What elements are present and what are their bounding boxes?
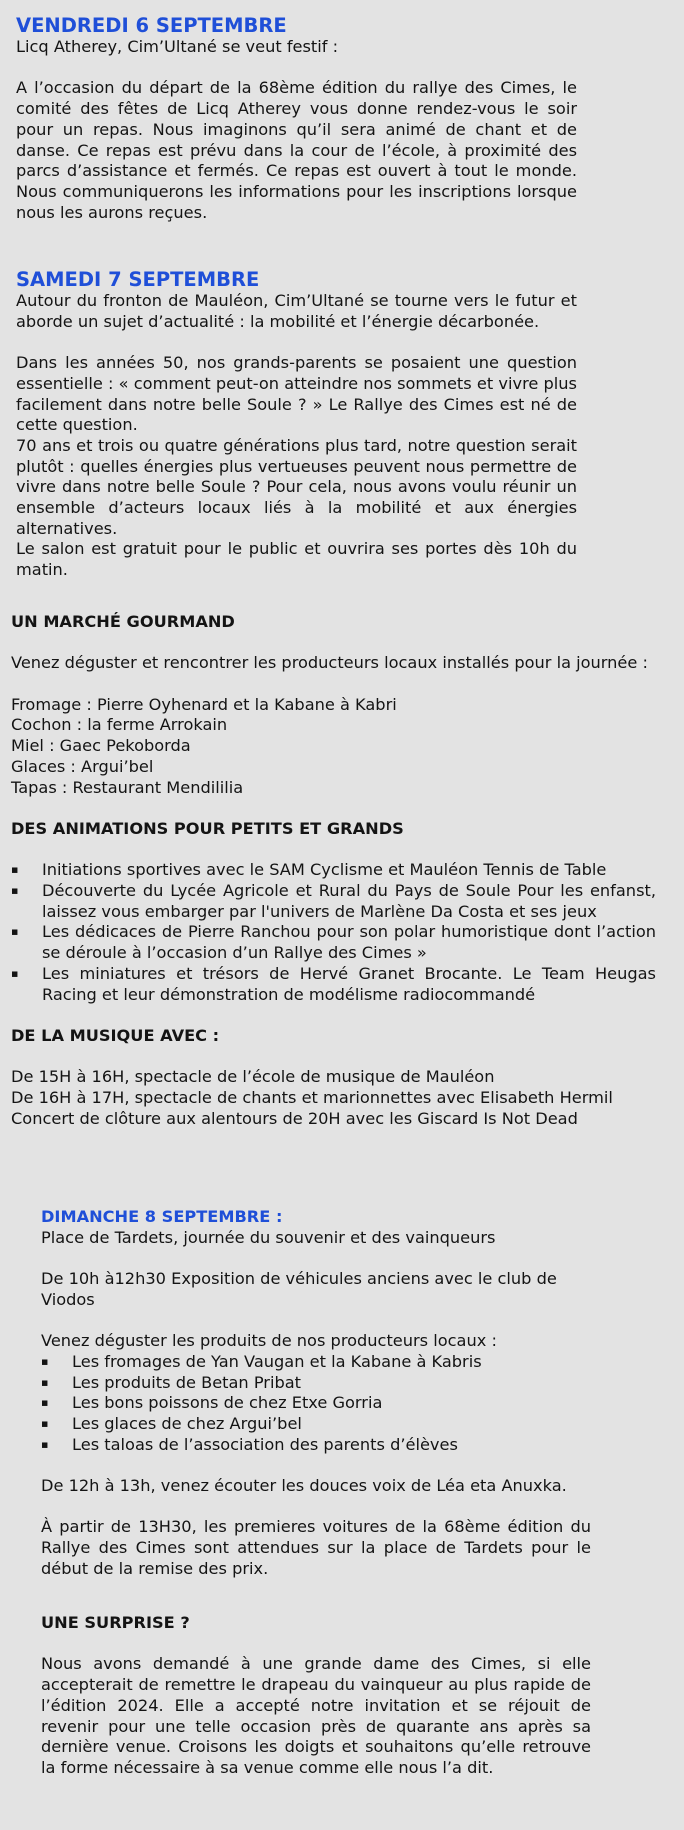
sunday-producer-item: ▪ Les produits de Betan Pribat (41, 1373, 591, 1394)
friday-subtitle: Licq Atherey, Cim’Ultané se veut festif : (16, 37, 339, 56)
music-line: De 15H à 16H, spectacle de l’école de musique de Mauléon (11, 1067, 495, 1087)
sunday-exposition: De 10h à12h30 Exposition de véhicules anciens avec le club de Viodos (41, 1269, 557, 1309)
market-producer: Tapas : Restaurant Mendililia (11, 777, 244, 797)
animations-item: ▪ Les dédicaces de Pierre Ranchou pour son polar humoristique dont l’action se déroule à l’occasion d’un Rallye des Cimes » (11, 922, 656, 963)
friday-heading: VENDREDI 6 SEPTEMBRE (16, 14, 287, 37)
saturday-paragraph-3: Le salon est gratuit pour le public et ouvrira ses portes dès 10h du matin. (16, 539, 577, 580)
music-heading: DE LA MUSIQUE AVEC : (11, 1025, 220, 1045)
sunday-voices: De 12h à 13h, venez écouter les douces voix de Léa eta Anuxka. (41, 1476, 567, 1496)
animations-heading: DES ANIMATIONS POUR PETITS ET GRANDS (11, 818, 404, 838)
animations-item: ▪ Les miniatures et trésors de Hervé Granet Brocante. Le Team Heugas Racing et leur démonstration de modélisme radiocommandé (11, 964, 656, 1005)
friday-paragraph: A l’occasion du départ de la 68ème édition du rallye des Cimes, le comité des fêtes de Licq Atherey vous donne rendez-vous le soir pour un repas. Nous imaginons qu’il sera animé de chant et de danse. Ce repas est prévu dans la cour de l’école, à proximité des parcs d’assistance et fermés. Ce repas est ouvert à tout le monde. Nous communiquerons les informations pour les inscriptions lorsque nous les aurons reçues. (16, 78, 577, 222)
sunday-producer-item: ▪ Les taloas de l’association des parents d’élèves (41, 1435, 591, 1456)
sunday-producer-item: ▪ Les fromages de Yan Vaugan et la Kabane à Kabris (41, 1352, 591, 1373)
saturday-intro: Autour du fronton de Mauléon, Cim’Ultané se tourne vers le futur et aborde un sujet d’actualité : la mobilité et l’énergie décarbonée. (16, 291, 577, 331)
sunday-producer-item: ▪ Les bons poissons de chez Etxe Gorria (41, 1393, 591, 1414)
saturday-paragraph-2: 70 ans et trois ou quatre générations plus tard, notre question serait plutôt : quelles énergies plus vertueuses peuvent nous permettre de vivre dans notre belle Soule ? Pour cela, nous avons voulu réunir un ensemble d’acteurs locaux liés à la mobilité et aux énergies alternatives. (16, 435, 577, 538)
surprise-paragraph: Nous avons demandé à une grande dame des Cimes, si elle accepterait de remettre le drapeau du vainqueur au plus rapide de l’édition 2024. Elle a accepté notre invitation et se réjouit de revenir pour une telle occasion près de quarante ans après sa dernière venue. Croisons les doigts et souhaitons qu’elle retrouve la forme nécessaire à sa venue comme elle nous l’a dit. (41, 1654, 591, 1777)
sunday-section (41, 1207, 591, 1580)
sunday-producer-item: ▪ Les glaces de chez Argui’bel (41, 1414, 591, 1435)
market-producer: Cochon : la ferme Arrokain (11, 715, 228, 735)
saturday-program (11, 612, 656, 1129)
market-producer: Glaces : Argui’bel (11, 756, 154, 776)
sunday-arrival: À partir de 13H30, les premieres voitures de la 68ème édition du Rallye des Cimes sont attendues sur la place de Tardets pour le début de la remise des prix. (41, 1517, 591, 1578)
surprise-heading: UNE SURPRISE ? (41, 1613, 190, 1632)
music-line: De 16H à 17H, spectacle de chants et marionnettes avec Elisabeth Hermil (11, 1088, 613, 1108)
animations-item: ▪ Découverte du Lycée Agricole et Rural du Pays de Soule Pour les enfanst, laissez vous embarger par l'univers de Marlène Da Costa et ses jeux (11, 881, 656, 922)
animations-list (11, 860, 656, 1005)
animations-item: ▪ Initiations sportives avec le SAM Cyclisme et Mauléon Tennis de Table (11, 860, 656, 881)
sunday-producers-intro: Venez déguster les produits de nos producteurs locaux : (41, 1331, 497, 1351)
market-producer: Fromage : Pierre Oyhenard et la Kabane à Kabri (11, 694, 397, 714)
saturday-paragraph-1: Dans les années 50, nos grands-parents se posaient une question essentielle : « comment peut-on atteindre nos sommets et vivre plus facilement dans notre belle Soule ? » Le Rallye des Cimes est né de cette question. (16, 353, 577, 435)
music-line: Concert de clôture aux alentours de 20H avec les Giscard Is Not Dead (11, 1108, 578, 1128)
saturday-section (16, 268, 577, 581)
market-heading: UN MARCHÉ GOURMAND (11, 612, 235, 631)
sunday-heading: DIMANCHE 8 SEPTEMBRE : (41, 1207, 283, 1226)
market-intro: Venez déguster et rencontrer les producteurs locaux installés pour la journée : (11, 653, 648, 673)
friday-section (16, 14, 577, 223)
sunday-producers-list (41, 1352, 591, 1456)
sunday-subtitle: Place de Tardets, journée du souvenir et des vainqueurs (41, 1227, 496, 1247)
saturday-heading: SAMEDI 7 SEPTEMBRE (16, 268, 260, 291)
market-producer: Miel : Gaec Pekoborda (11, 736, 191, 756)
surprise-section (41, 1613, 591, 1779)
